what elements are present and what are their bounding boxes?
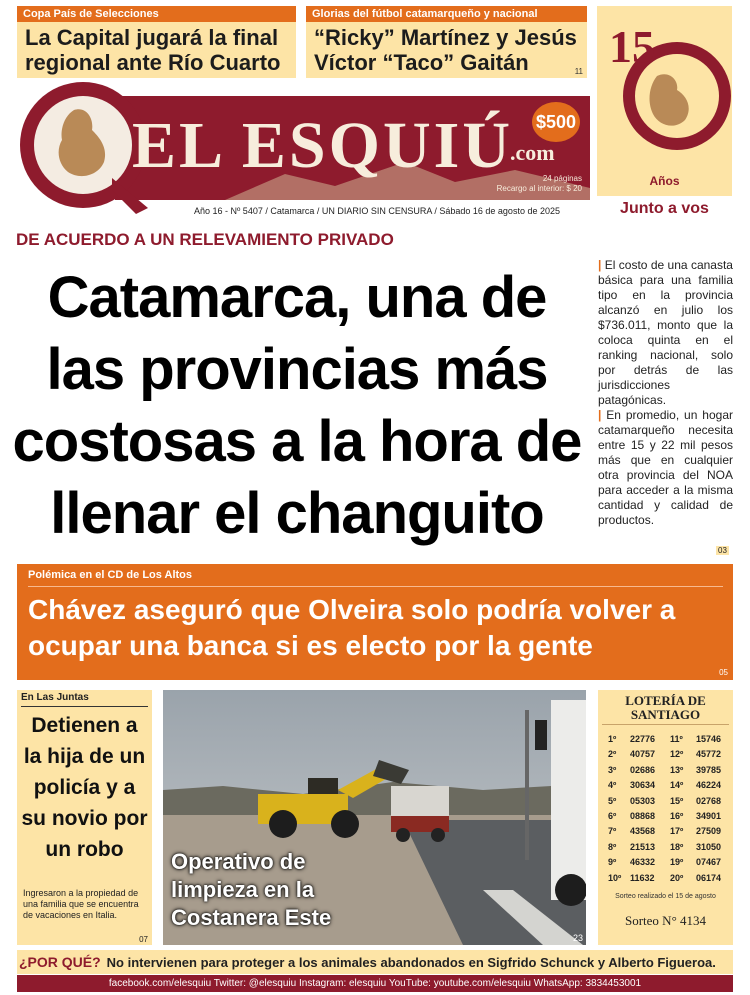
pages-info (497, 174, 582, 194)
photo-caption: Operativo de limpieza en la Costanera Este (171, 849, 332, 930)
lottery-position: 3º (608, 764, 617, 775)
teaser-headline: La Capital jugará la final regional ante Río Cuarto (25, 25, 281, 75)
teaser-copa[interactable] (17, 6, 296, 78)
lottery-position: 9º (608, 857, 617, 868)
lottery-row (608, 749, 733, 762)
lottery-position: 2º (608, 749, 617, 760)
lottery-number: 30634 (630, 780, 656, 791)
lottery-row (608, 734, 733, 747)
lottery-number: 06174 (696, 872, 722, 883)
porque-bar[interactable] (17, 950, 733, 974)
logo-q-ring (20, 82, 146, 208)
left-story[interactable] (17, 690, 152, 945)
summary-bullet: | En promedio, un hogar catamarqueño necesita entre 15 y 22 mil pesos más que en cualquier otra provincia del NOA para acceder a la misma cantidad y calidad de productos. (598, 408, 733, 527)
anniversary-label: Años (649, 174, 680, 188)
lottery-number: 07467 (696, 857, 722, 868)
dateline: Año 16 - Nº 5407 / Catamarca / UN DIARIO SIN CENSURA / Sábado 16 de agosto de 2025 (194, 206, 560, 216)
summary-bullet: | El costo de una canasta básica para una familia tipo en la provincia alcanzó en julio los $736.011, monto que la coloca quinta en el ranking nacional, solo por detrás de las jurisdicciones patagónicas. (598, 258, 733, 407)
lottery-note: Sorteo realizado el 15 de agosto (615, 893, 716, 900)
main-headline[interactable]: Catamarca, una de las provincias más costosas a la hora de llenar el changuito (12, 265, 582, 546)
bullet-bar-icon: | (598, 258, 605, 272)
teaser-headline: “Ricky” Martínez y Jesús Víctor “Taco” Gaitán (314, 25, 577, 75)
page-number: 23 (572, 933, 583, 943)
lottery-number: 02768 (696, 795, 722, 806)
left-headline: Detienen a la hija de un policía y a su novio por un robo (21, 714, 148, 861)
lottery-row (608, 796, 733, 809)
lottery-position: 17º (670, 826, 684, 837)
lottery-number: 46224 (696, 780, 722, 791)
lottery-position: 4º (608, 780, 617, 791)
teaser-glorias[interactable] (306, 6, 587, 78)
lottery-position: 12º (670, 749, 684, 760)
lottery-number: 31050 (696, 841, 722, 852)
lottery-number: 21513 (630, 841, 656, 852)
lottery-number: 46332 (630, 857, 656, 868)
left-kicker: En Las Juntas (21, 692, 89, 703)
lottery-number: 43568 (630, 826, 656, 837)
lottery-number: 08868 (630, 811, 656, 821)
porque-label: ¿POR QUÉ? (19, 954, 101, 970)
lottery-position: 6º (608, 811, 617, 821)
lottery-position: 1º (608, 734, 617, 744)
lottery-position: 8º (608, 841, 617, 852)
orange-story[interactable] (17, 564, 733, 680)
lottery-position: 15º (670, 795, 684, 806)
divider (28, 586, 723, 587)
lottery-number: 27509 (696, 826, 722, 837)
lottery-position: 11º (670, 734, 683, 744)
masthead-title: EL ESQUIÚ (132, 109, 513, 182)
lottery-row (608, 811, 733, 824)
lottery-title: LOTERÍA DE SANTIAGO (625, 693, 706, 722)
photo-story[interactable] (163, 690, 586, 945)
lottery-position: 5º (608, 795, 617, 806)
divider (602, 724, 729, 725)
lottery-row (608, 780, 733, 793)
masthead-domain: .com (510, 140, 555, 165)
bullet-bar-icon: | (598, 408, 607, 422)
lottery-number: 34901 (696, 811, 722, 821)
lottery-row (608, 842, 733, 855)
lottery-number: 45772 (696, 749, 722, 760)
lottery-position: 10º (608, 872, 622, 883)
page-number: 11 (574, 67, 583, 76)
lottery-number: 02686 (630, 764, 656, 775)
orange-headline: Chávez aseguró que Olveira solo podría volver a ocupar una banca si es electo por la gente (28, 594, 676, 661)
lottery-position: 19º (670, 857, 684, 868)
slogan: Junto a vos (620, 200, 709, 217)
lottery-position: 16º (670, 811, 684, 821)
lottery-position: 18º (670, 841, 684, 852)
logo-q-tail (112, 178, 152, 218)
masthead (20, 82, 590, 202)
lottery-position: 14º (670, 780, 684, 791)
lottery-number: 22776 (630, 734, 656, 744)
lottery-box (598, 690, 733, 945)
lottery-position: 13º (670, 764, 684, 775)
lottery-number: 05303 (630, 795, 656, 806)
teaser-kicker: Glorias del fútbol catamarqueño y nacional (306, 6, 587, 22)
page-number: 07 (139, 935, 148, 944)
lottery-number: 40757 (630, 749, 656, 760)
lottery-row (608, 765, 733, 778)
left-text: Ingresaron a la propiedad de una familia que se encuentra de vacaciones en Italia. (23, 888, 139, 920)
page-number: 03 (718, 546, 727, 555)
lottery-draw-number: Sorteo N° 4134 (624, 913, 707, 928)
main-kicker: DE ACUERDO A UN RELEVAMIENTO PRIVADO (16, 230, 394, 249)
surcharge: Recargo al interior: $ 20 (496, 184, 582, 193)
lottery-number: 15746 (696, 734, 722, 744)
page-number: 05 (719, 668, 728, 677)
page-count: 24 páginas (542, 174, 582, 183)
porque-text: No intervienen para proteger a los animales abandonados en Sigfrido Schunck y Alberto Figueroa. (106, 955, 716, 970)
lottery-row (608, 873, 733, 886)
lottery-position: 20º (670, 872, 684, 883)
lottery-row (608, 857, 733, 870)
lottery-position: 7º (608, 826, 617, 837)
orange-kicker: Polémica en el CD de Los Altos (28, 569, 193, 581)
lottery-number: 39785 (696, 764, 722, 775)
main-summary (598, 258, 733, 528)
teaser-kicker: Copa País de Selecciones (17, 6, 296, 22)
divider (21, 706, 148, 707)
lottery-row (608, 826, 733, 839)
price-badge: $500 (532, 102, 580, 142)
social-links[interactable]: facebook.com/elesquiu Twitter: @elesquiu Instagram: elesquiu YouTube: youtube.com/elesquiu WhatsApp: 3834453001 (17, 975, 733, 992)
lottery-number: 11632 (630, 872, 655, 883)
anniversary-number-display: 15 (609, 21, 655, 72)
